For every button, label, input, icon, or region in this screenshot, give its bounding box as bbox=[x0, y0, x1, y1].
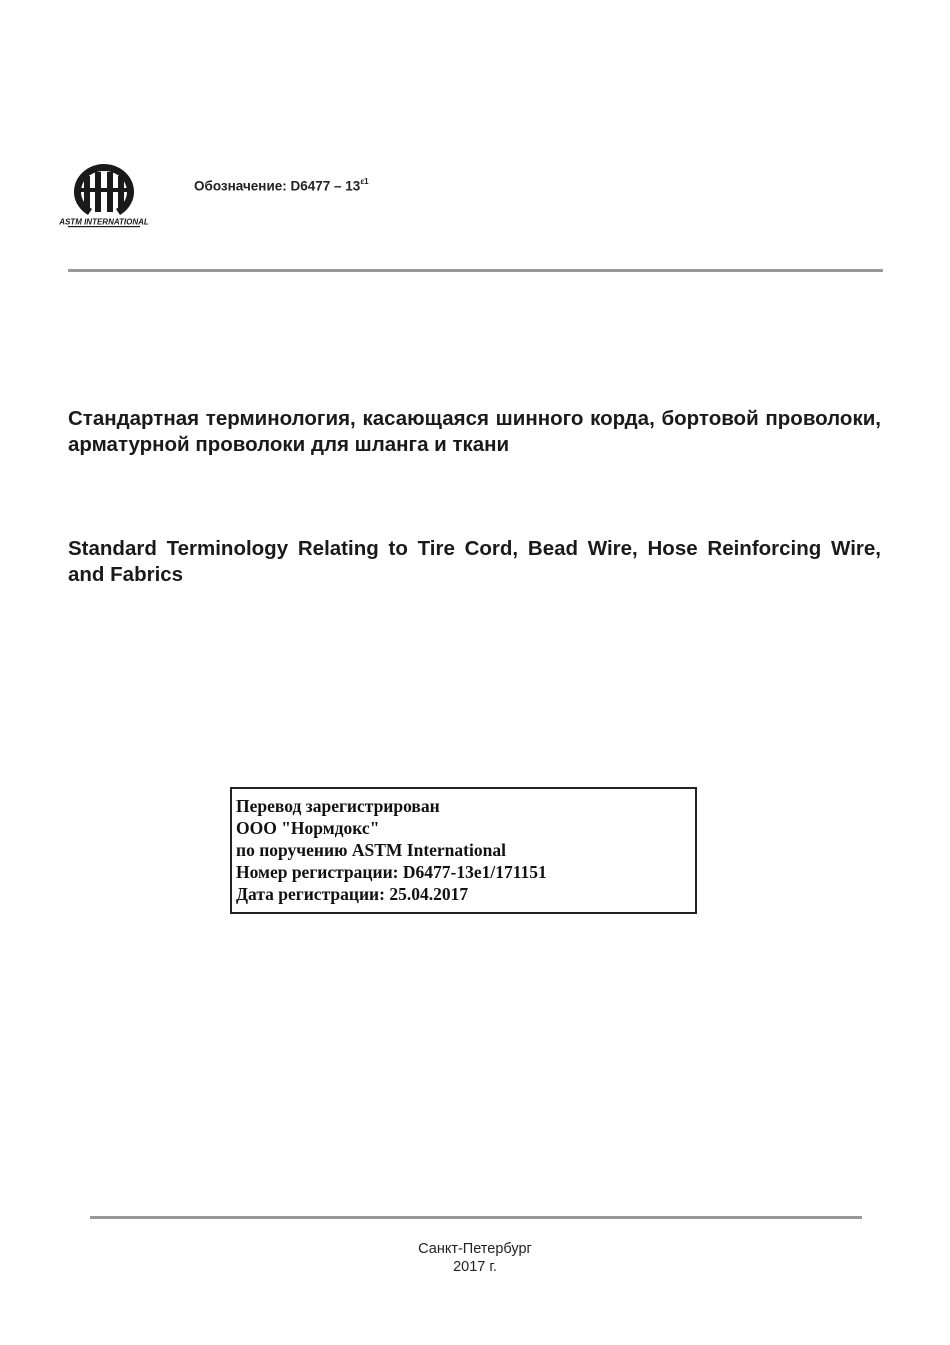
top-divider bbox=[68, 269, 883, 272]
registration-line: ООО "Нормдокс" bbox=[236, 818, 380, 838]
registration-line: по поручению ASTM International bbox=[236, 840, 506, 860]
designation-label: Обозначение: D6477 – 13 bbox=[194, 178, 361, 194]
designation bbox=[194, 178, 369, 194]
title-russian: Стандартная терминология, касающаяся шинного корда, бортовой проволоки, арматурной проволоки для шланга и ткани bbox=[68, 407, 881, 456]
title-english: Standard Terminology Relating to Tire Cord, Bead Wire, Hose Reinforcing Wire, and Fabrics bbox=[68, 537, 881, 586]
footer-city: Санкт-Петербург bbox=[418, 1241, 532, 1257]
bottom-divider bbox=[90, 1216, 862, 1219]
footer-year: 2017 г. bbox=[453, 1259, 497, 1275]
registration-line: Перевод зарегистрирован bbox=[236, 796, 440, 816]
registration-box bbox=[230, 787, 697, 914]
designation-superscript: ε1 bbox=[360, 177, 369, 186]
astm-logo-icon bbox=[59, 160, 149, 228]
registration-line: Дата регистрации: 25.04.2017 bbox=[236, 884, 469, 904]
logo-text: ASTM INTERNATIONAL bbox=[59, 217, 149, 227]
registration-line: Номер регистрации: D6477-13e1/171151 bbox=[236, 862, 547, 882]
